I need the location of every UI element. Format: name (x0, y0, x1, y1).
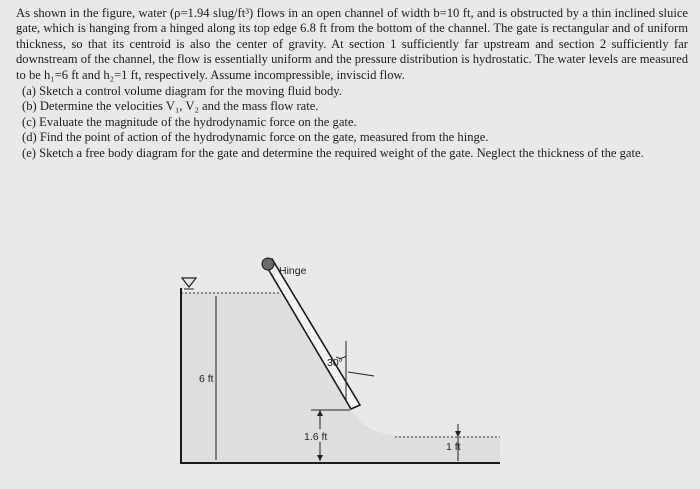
part-d: (d) Find the point of action of the hydrodynamic force on the gate, measured from the hinge. (22, 130, 489, 145)
hinge-label: Hinge (279, 265, 307, 277)
problem-statement: As shown in the figure, water (ρ=1.94 slug/ft³) flows in an open channel of width b=10 ft, and is obstructed by a thin inclined sluice gate, which is hanging from a hinged along its top edge 6.8 ft from the bottom of the channel. The gate is rectangular and of uniform thickness, so that its centroid is also the center of gravity. At section 1 sufficiently far upstream and section 2 sufficiently far downstream of the channel, the flow is essentially uniform and the pressure distribution is hydrostatic. The water levels are measured to be h₁=6 ft and h₂=1 ft, respectively. Assume incompressible, inviscid flow. (16, 6, 688, 82)
hinge-icon (262, 258, 274, 270)
part-b: (b) Determine the velocities V₁, V₂ and the mass flow rate. (22, 99, 319, 114)
upstream-depth-label: 6 ft (199, 373, 214, 385)
part-c: (c) Evaluate the magnitude of the hydrodynamic force on the gate. (22, 114, 357, 129)
angle-pointer-line (348, 372, 374, 376)
angle-label: 30° (327, 357, 343, 369)
part-e: (e) Sketch a free body diagram for the gate and determine the required weight of the gate. Neglect the thickness of the gate. (22, 145, 644, 160)
gate-gap-label: 1.6 ft (304, 431, 328, 443)
downstream-depth-label: 1 ft (446, 441, 461, 453)
water-level-triangle-icon (182, 278, 196, 287)
part-a: (a) Sketch a control volume diagram for the moving fluid body. (22, 84, 342, 99)
